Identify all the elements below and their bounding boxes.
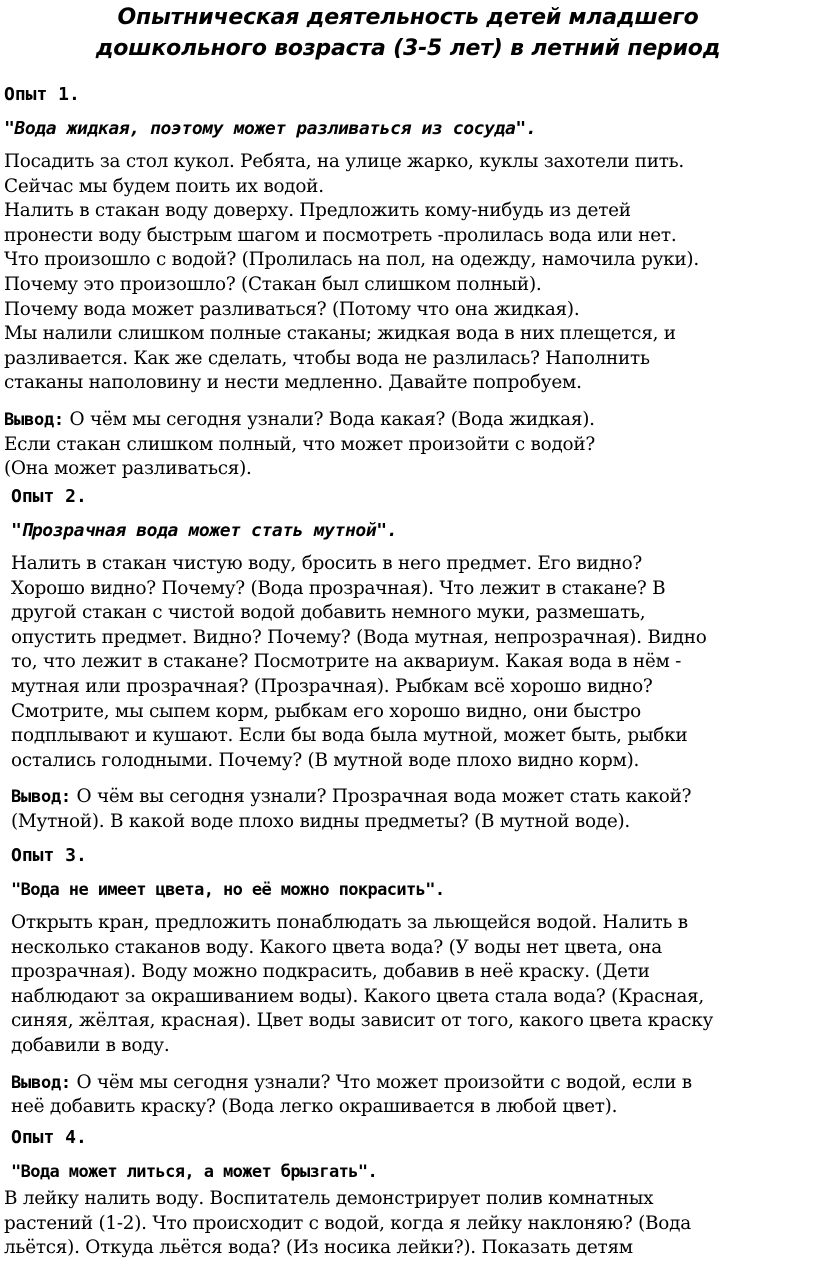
body-line: Смотрите, мы сыпем корм, рыбкам его хорошо видно, они быстро bbox=[11, 700, 642, 722]
body-line: Посадить за стол кукол. Ребята, на улице жарко, куклы захотели пить. bbox=[4, 151, 685, 172]
experiment-2 bbox=[11, 484, 811, 835]
body-line: остались голодными. Почему? (В мутной воде плохо видно корм). bbox=[11, 749, 640, 771]
conclusion-line: Если стакан слишком полный, что может произойти с водой? bbox=[4, 433, 595, 455]
experiment-2-body bbox=[11, 552, 811, 773]
body-line: Почему это произошло? (Стакан был слишком полный). bbox=[4, 273, 542, 295]
experiment-4-heading: Опыт 4. bbox=[11, 1127, 87, 1148]
body-line: Хорошо видно? Почему? (Вода прозрачная). Что лежит в стакане? В bbox=[11, 577, 666, 599]
title-line-2: дошкольного возраста (3-5 лет) в летний период bbox=[95, 36, 721, 61]
body-line: Что произошло с водой? (Пролилась на пол, на одежду, намочила руки). bbox=[4, 249, 699, 271]
conclusion-line: (Она может разливаться). bbox=[4, 458, 252, 480]
body-line: растений (1-2). Что происходит с водой, когда я лейку наклоняю? (Вода bbox=[4, 1212, 691, 1234]
document-title bbox=[0, 0, 816, 64]
conclusion-text: О чём мы сегодня узнали? Что может произойти с водой, если в bbox=[70, 1071, 692, 1093]
body-line: стаканы наполовину и нести медленно. Давайте попробуем. bbox=[4, 372, 582, 394]
experiment-4-subtitle: "Вода может литься, а может брызгать". bbox=[11, 1162, 378, 1182]
body-line: подплывают и кушают. Если бы вода была мутной, может быть, рыбки bbox=[11, 725, 688, 747]
body-line: мутная или прозрачная? (Прозрачная). Рыбкам всё хорошо видно? bbox=[11, 675, 653, 697]
conclusion-line bbox=[11, 785, 811, 810]
experiment-3-heading: Опыт 3. bbox=[11, 845, 87, 866]
body-line: Почему вода может разливаться? (Потому что она жидкая). bbox=[4, 298, 580, 320]
body-line: прозрачная). Воду можно подкрасить, добавив в неё краску. (Дети bbox=[11, 961, 650, 983]
conclusion-line: (Мутной). В какой воде плохо видны предметы? (В мутной воде). bbox=[11, 810, 631, 832]
experiment-2-heading: Опыт 2. bbox=[11, 486, 87, 507]
experiment-3 bbox=[11, 843, 811, 1120]
conclusion-label: Вывод: bbox=[11, 1072, 71, 1093]
experiment-1-conclusion bbox=[4, 408, 809, 482]
experiment-1-subtitle: "Вода жидкая, поэтому может разливаться из сосуда". bbox=[4, 118, 537, 139]
body-line: Открыть кран, предложить понаблюдать за льющейся водой. Налить в bbox=[11, 912, 688, 933]
conclusion-line: неё добавить краску? (Вода легко окрашивается в любой цвет). bbox=[11, 1096, 618, 1118]
body-line: синяя, жёлтая, красная). Цвет воды зависит от того, какого цвета краску bbox=[11, 1010, 714, 1032]
experiment-2-conclusion bbox=[11, 785, 811, 834]
experiment-3-subtitle: "Вода не имеет цвета, но её можно покрасить". bbox=[11, 880, 445, 900]
body-line: пронести воду быстрым шагом и посмотреть -пролилась вода или нет. bbox=[4, 224, 677, 246]
conclusion-line bbox=[4, 408, 809, 433]
body-line: добавили в воду. bbox=[11, 1034, 170, 1056]
experiment-1-heading: Опыт 1. bbox=[4, 84, 80, 105]
body-line: то, что лежит в стакане? Посмотрите на аквариум. Какая вода в нём - bbox=[11, 651, 682, 673]
conclusion-label: Вывод: bbox=[11, 787, 71, 808]
experiment-4-body-block bbox=[4, 1187, 809, 1261]
body-line: Налить в стакан чистую воду, бросить в него предмет. Его видно? bbox=[11, 553, 643, 574]
body-line: Мы налили слишком полные стаканы; жидкая вода в них плещется, и bbox=[4, 323, 676, 345]
body-line: другой стакан с чистой водой добавить немного муки, размешать, bbox=[11, 602, 646, 624]
body-line: льётся). Откуда льётся вода? (Из носика лейки?). Показать детям bbox=[4, 1237, 633, 1259]
experiment-2-subtitle: "Прозрачная вода может стать мутной". bbox=[11, 520, 398, 541]
body-line: опустить предмет. Видно? Почему? (Вода мутная, непрозрачная). Видно bbox=[11, 626, 707, 648]
body-line: несколько стаканов воду. Какого цвета вода? (У воды нет цвета, она bbox=[11, 936, 662, 958]
experiment-4-body bbox=[4, 1187, 809, 1261]
conclusion-text: О чём мы сегодня узнали? Вода какая? (Вода жидкая). bbox=[63, 408, 595, 430]
conclusion-label: Вывод: bbox=[4, 409, 64, 430]
experiment-4 bbox=[11, 1125, 811, 1185]
experiment-1-body bbox=[4, 150, 809, 396]
body-line: Сейчас мы будем поить их водой. bbox=[4, 175, 324, 197]
experiment-3-conclusion bbox=[11, 1071, 811, 1120]
body-line: Налить в стакан воду доверху. Предложить кому-нибудь из детей bbox=[4, 200, 631, 222]
conclusion-line bbox=[11, 1071, 811, 1096]
title-line-1: Опытническая деятельность детей младшего bbox=[117, 5, 699, 30]
body-line: В лейку налить воду. Воспитатель демонстрирует полив комнатных bbox=[4, 1188, 654, 1209]
body-line: разливается. Как же сделать, чтобы вода не разлилась? Наполнить bbox=[4, 347, 650, 369]
body-line: наблюдают за окрашиванием воды). Какого цвета стала вода? (Красная, bbox=[11, 985, 705, 1007]
experiment-3-body bbox=[11, 911, 811, 1059]
conclusion-text: О чём вы сегодня узнали? Прозрачная вода может стать какой? bbox=[70, 786, 692, 808]
experiment-1 bbox=[4, 82, 809, 482]
